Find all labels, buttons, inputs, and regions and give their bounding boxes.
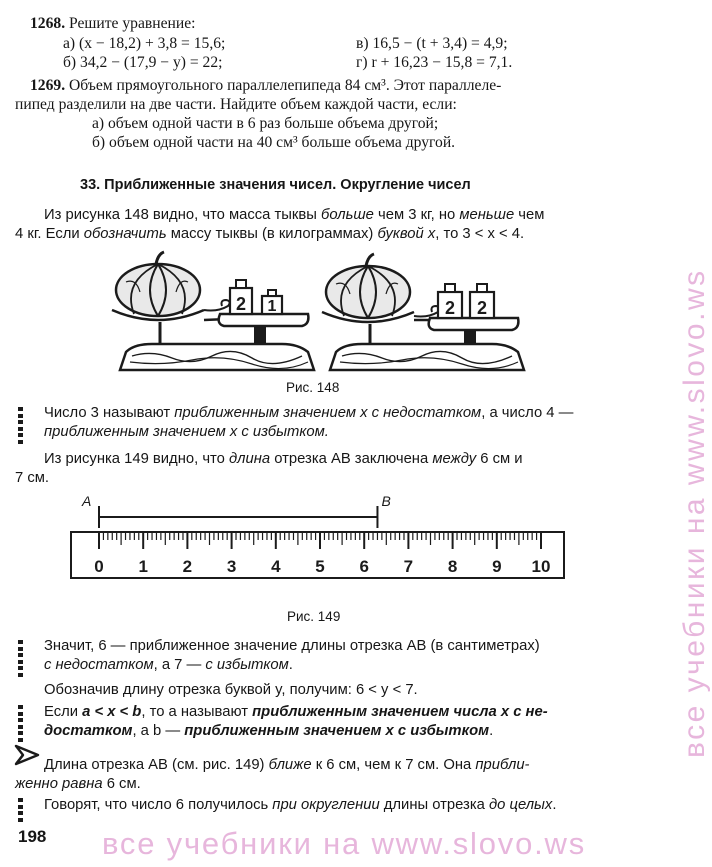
problem-text: Объем прямоугольного параллелепипеда 84 см³. Этот параллеле- [69,77,502,94]
ruler-label-6: 6 [359,557,369,576]
definition-2-line2: достатком, a b — приближенным значением x с избытком. [44,723,494,739]
right-weight-label-2: 2 [476,298,488,318]
ruler-label-2: 2 [182,557,193,576]
ruler-label-5: 5 [315,557,325,576]
ruler-label-1: 1 [138,557,148,576]
ruler-label-3: 3 [226,557,237,576]
ruler-label-7: 7 [403,557,414,576]
problem-title: Решите уравнение: [69,15,196,32]
right-weight-label-1: 2 [444,298,456,318]
ruler-label-10: 10 [531,557,551,576]
ruler-label-4: 4 [271,557,281,576]
problem-1269-a: а) объем одной части в 6 раз больше объема другой; [92,115,439,132]
right-scale [322,254,524,370]
left-scale [112,252,314,370]
paragraph-1-line2: 4 кг. Если обозначить массу тыквы (в килограммах) буквой x, то 3 < x < 4. [15,226,525,242]
section-heading: 33. Приближенные значения чисел. Округление чисел [80,177,471,193]
watermark-bottom: все учебники на www.slovo.ws [102,826,587,861]
equation-b: б) 34,2 − (17,9 − y) = 22; [63,54,223,71]
ruler-label-0: 0 [94,557,104,576]
problem-1268-title [30,15,195,33]
problem-1269-line1 [30,77,501,95]
paragraph-1-line1: Из рисунка 148 видно, что масса тыквы больше чем 3 кг, но меньше чем [44,207,545,223]
paragraph-4: Обозначив длину отрезка буквой y, получим: 6 < y < 7. [44,682,418,698]
equation-c: в) 16,5 − (t + 3,4) = 4,9; [356,35,508,52]
arrow-marker-icon [14,744,40,766]
watermark-side [668,118,711,758]
segment-label-a: A [82,493,92,509]
figure-148-caption: Рис. 148 [286,380,340,395]
definition-marker [18,705,24,745]
definition-1-line1: Число 3 называют приближенным значением x с недостатком, а число 4 — [44,405,574,421]
definition-2-line1: Если a < x < b, то a называют приближенным значением числа x с не- [44,704,548,720]
problem-number: 1268. [30,15,66,32]
paragraph-5-line2: женно равна 6 см. [15,776,141,792]
page-number: 198 [18,827,47,846]
ruler-label-9: 9 [492,557,502,576]
definition-1-line2: приближенным значением x с избытком. [44,424,329,440]
definition-marker [18,407,24,447]
problem-1269-b: б) объем одной части на 40 см³ больше объема другой. [92,134,456,151]
equation-a: а) (x − 18,2) + 3,8 = 15,6; [63,35,226,52]
equation-d: г) r + 16,23 − 15,8 = 7,1. [356,54,513,71]
paragraph-5-line1: Длина отрезка AB (см. рис. 149) ближе к 6 см, чем к 7 см. Она прибли- [44,757,530,773]
figure-149-ruler [70,488,570,582]
paragraph-3-line2: с недостатком, а 7 — с избытком. [44,657,293,673]
paragraph-6: Говорят, что число 6 получилось при округлении длины отрезка до целых. [44,797,557,813]
problem-number: 1269. [30,77,66,94]
watermark-side-text: все учебники на www.slovo.ws [678,268,711,758]
definition-marker [18,798,24,824]
ruler-label-8: 8 [447,557,458,576]
definition-marker [18,640,24,680]
left-weight-label-1: 2 [235,294,247,314]
problem-1269-line2: пипед разделили на две части. Найдите объем каждой части, если: [15,96,457,113]
paragraph-2-line2: 7 см. [15,470,50,486]
figure-149-caption: Рис. 149 [287,609,341,624]
figure-148-scales [112,252,612,374]
paragraph-2-line1: Из рисунка 149 видно, что длина отрезка AB заключена между 6 см и [44,451,523,467]
paragraph-3-line1: Значит, 6 — приближенное значение длины отрезка AB (в сантиметрах) [44,638,540,654]
left-weight-label-2: 1 [267,298,277,315]
segment-label-b: B [381,493,391,509]
